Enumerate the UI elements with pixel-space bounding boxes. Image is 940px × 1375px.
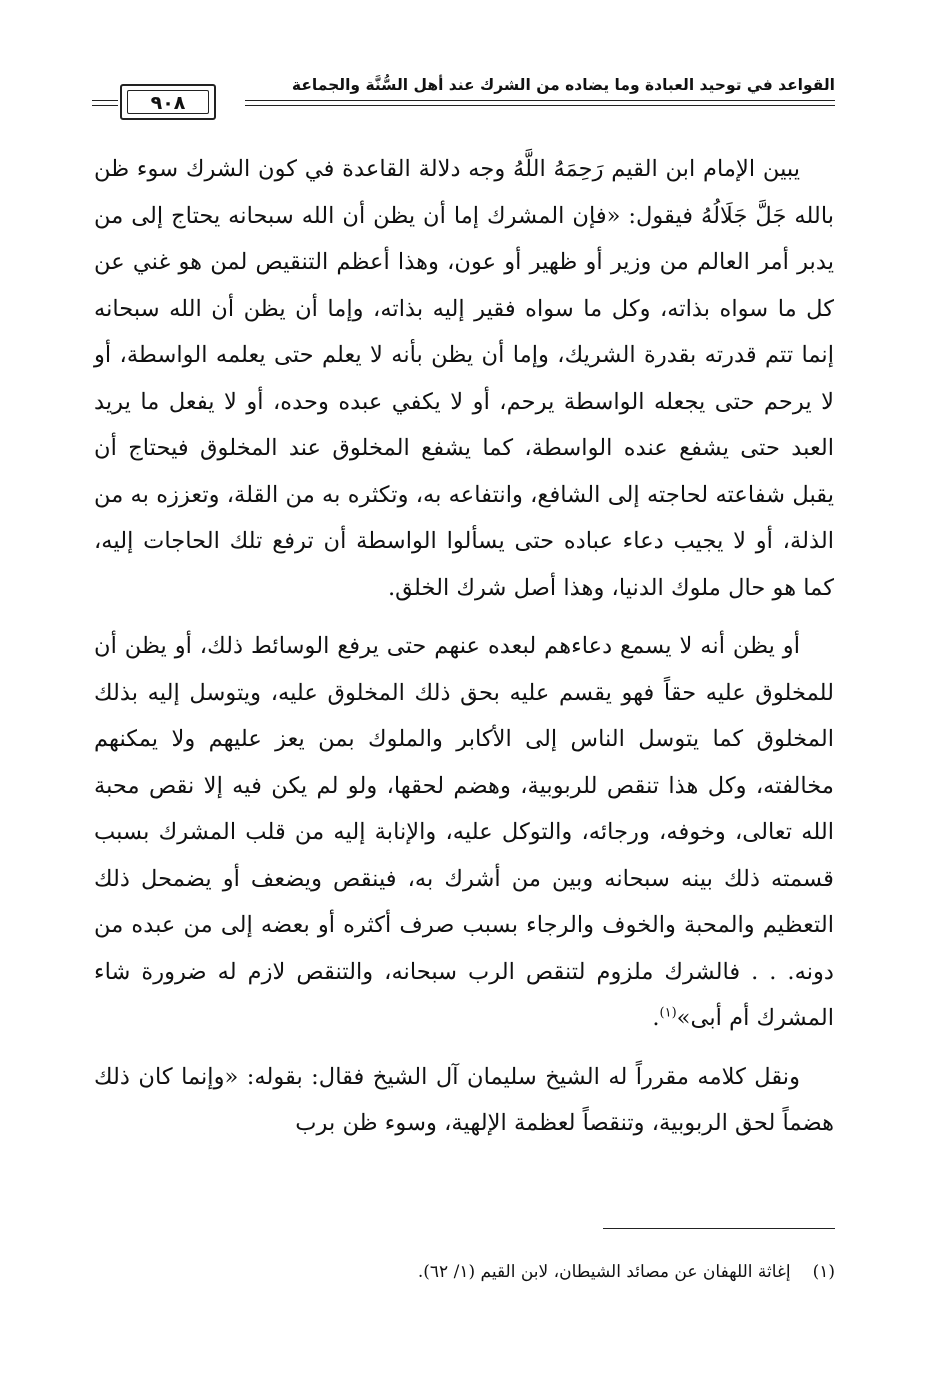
footnote-text: إغاثة اللهفان عن مصائد الشيطان، لابن القيم (١/ ٦٢). xyxy=(417,1262,791,1282)
header-rule-bottom xyxy=(245,105,835,106)
footnote-reference[interactable]: (١) xyxy=(659,1005,677,1021)
footnote-separator xyxy=(603,1228,835,1229)
page-number-frame xyxy=(120,84,216,120)
paragraph-3: ونقل كلامه مقرراً له الشيخ سليمان آل الشيخ فقال: بقوله: «وإنما كان ذلك هضماً لحق الربوبية، وتنقصاً لعظمة الإلهية، وسوء ظن برب xyxy=(94,1063,834,1136)
paragraph-2 xyxy=(94,623,834,1042)
footnote-number: (١) xyxy=(812,1262,835,1282)
page-header xyxy=(92,66,835,126)
paragraph-2-tail: . xyxy=(652,1005,660,1031)
header-rule-top xyxy=(245,100,835,101)
header-rule-left-bottom xyxy=(92,105,118,106)
running-title: القواعد في توحيد العبادة وما يضاده من الشرك عند أهل السُّنَّة والجماعة xyxy=(291,76,835,94)
paragraph-1: يبين الإمام ابن القيم رَحِمَهُ اللَّهُ وجه دلالة القاعدة في كون الشرك سوء ظن بالله جَلَّ جَلَالُهُ فيقول: «فإن المشرك إما أن يظن أن الله سبحانه يحتاج إلى من يدبر أمر العالم من وزير أو ظهير أو عون، وهذا أعظم التنقيص لمن هو غني عن كل ما سواه بذاته، وكل ما سواه فقير إليه بذاته، وإما أن يظن أن الله سبحانه إنما تتم قدرته بقدرة الشريك، وإما أن يظن بأنه لا يعلم حتى يعلمه الواسطة، أو لا يرحم حتى يجعله الواسطة يرحم، أو لا يكفي عبده وحده، أو لا يفعل ما يريد العبد حتى يشفع عنده الواسطة، كما يشفع المخلوق عند المخلوق فيحتاج أن يقبل شفاعته لحاجته إلى الشافع، وانتفاعه به، وتكثره به من القلة، وتعززه به من الذلة، أو لا يجيب دعاء عباده حتى يسألوا الواسطة أن ترفع تلك الحاجات إليه، كما هو حال ملوك الدنيا، وهذا أصل شرك الخلق. xyxy=(94,156,834,601)
header-rule-left-top xyxy=(92,100,118,101)
main-text xyxy=(94,146,834,1147)
page-number: ٩٠٨ xyxy=(150,92,186,114)
footnote xyxy=(105,1262,835,1282)
paragraph-2-text: أو يظن أنه لا يسمع دعاءهم لبعده عنهم حتى يرفع الوسائط ذلك، أو يظن أن للمخلوق عليه حقاً فهو يقسم عليه بحق ذلك المخلوق عليه، ويتوسل إليه بذلك المخلوق كما يتوسل الناس إلى الأكابر والملوك بمن يعز عليهم ولا يمكنهم مخالفته، وكل هذا تنقص للربوبية، وهضم لحقها، ولو لم يكن فيه إلا نقص محبة الله تعالى، وخوفه، ورجائه، والتوكل عليه، والإنابة إليه من قلب المشرك بسبب قسمته ذلك بينه سبحانه وبين من أشرك به، فينقص ويضعف أو يضمحل ذلك التعظيم والمحبة والخوف والرجاء بسبب صرف أكثره أو بعضه إلى من عبده من دونه. . . فالشرك ملزوم لتنقص الرب سبحانه، والتنقص لازم له ضرورة شاء المشرك أم أبى» xyxy=(94,633,834,1031)
